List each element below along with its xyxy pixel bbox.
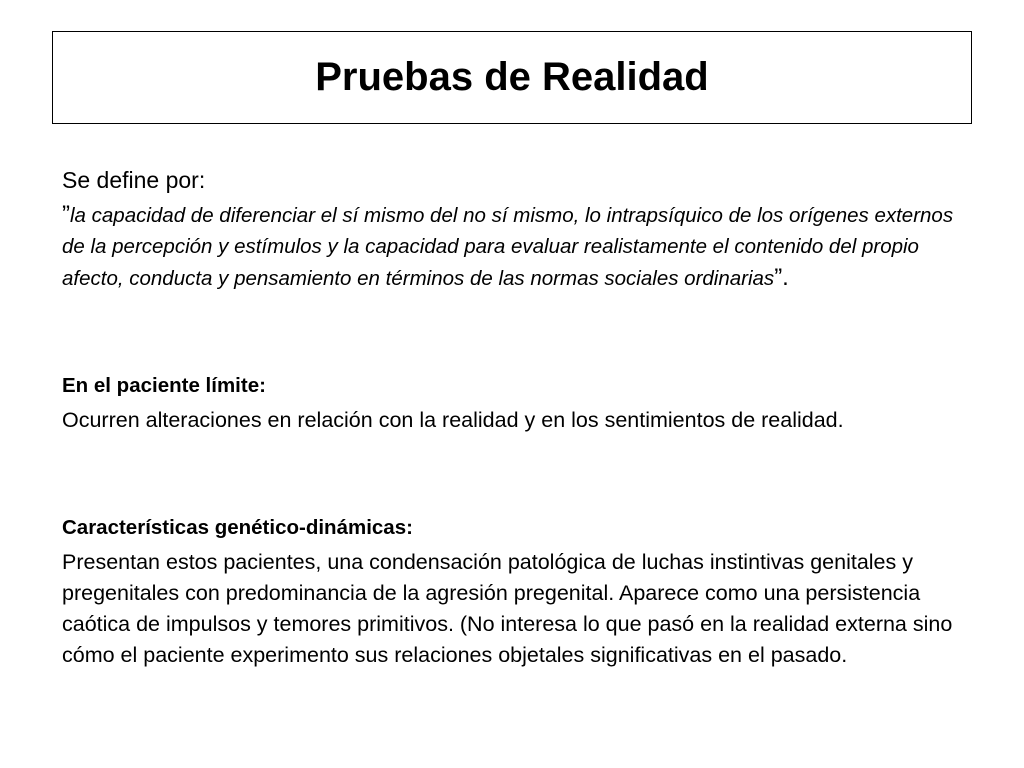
close-quote-mark: ”. [774,264,789,291]
limite-heading: En el paciente límite: [62,374,266,397]
caracteristicas-heading: Características genético-dinámicas: [62,516,413,539]
open-quote-mark: ” [62,201,70,228]
caracteristicas-section [62,513,962,671]
definition-text: la capacidad de diferenciar el sí mismo del no sí mismo, lo intrapsíquico de los orígenes externos de la percepción y estímulos y la capacidad para evaluar realistamente el contenido del propio afecto, conducta y pensamiento en términos de las normas sociales ordinarias [62,204,954,290]
definition-quote [62,199,962,294]
caracteristicas-text: Presentan estos pacientes, una condensación patológica de luchas instintivas genitales y pregenitales con predominancia de la agresión pregenital. Aparece como una persistencia caótica de impulsos y temores primitivos. (No interesa lo que pasó en la realidad externa sino cómo el paciente experimento sus relaciones objetales significativas en el pasado. [62,550,953,667]
limite-text: Ocurren alteraciones en relación con la realidad y en los sentimientos de realidad. [62,408,844,432]
intro-lead: Se define por: [62,167,206,193]
intro-section [62,165,962,294]
slide-title: Pruebas de Realidad [315,55,709,99]
limite-section [62,371,952,436]
title-box [52,31,972,124]
